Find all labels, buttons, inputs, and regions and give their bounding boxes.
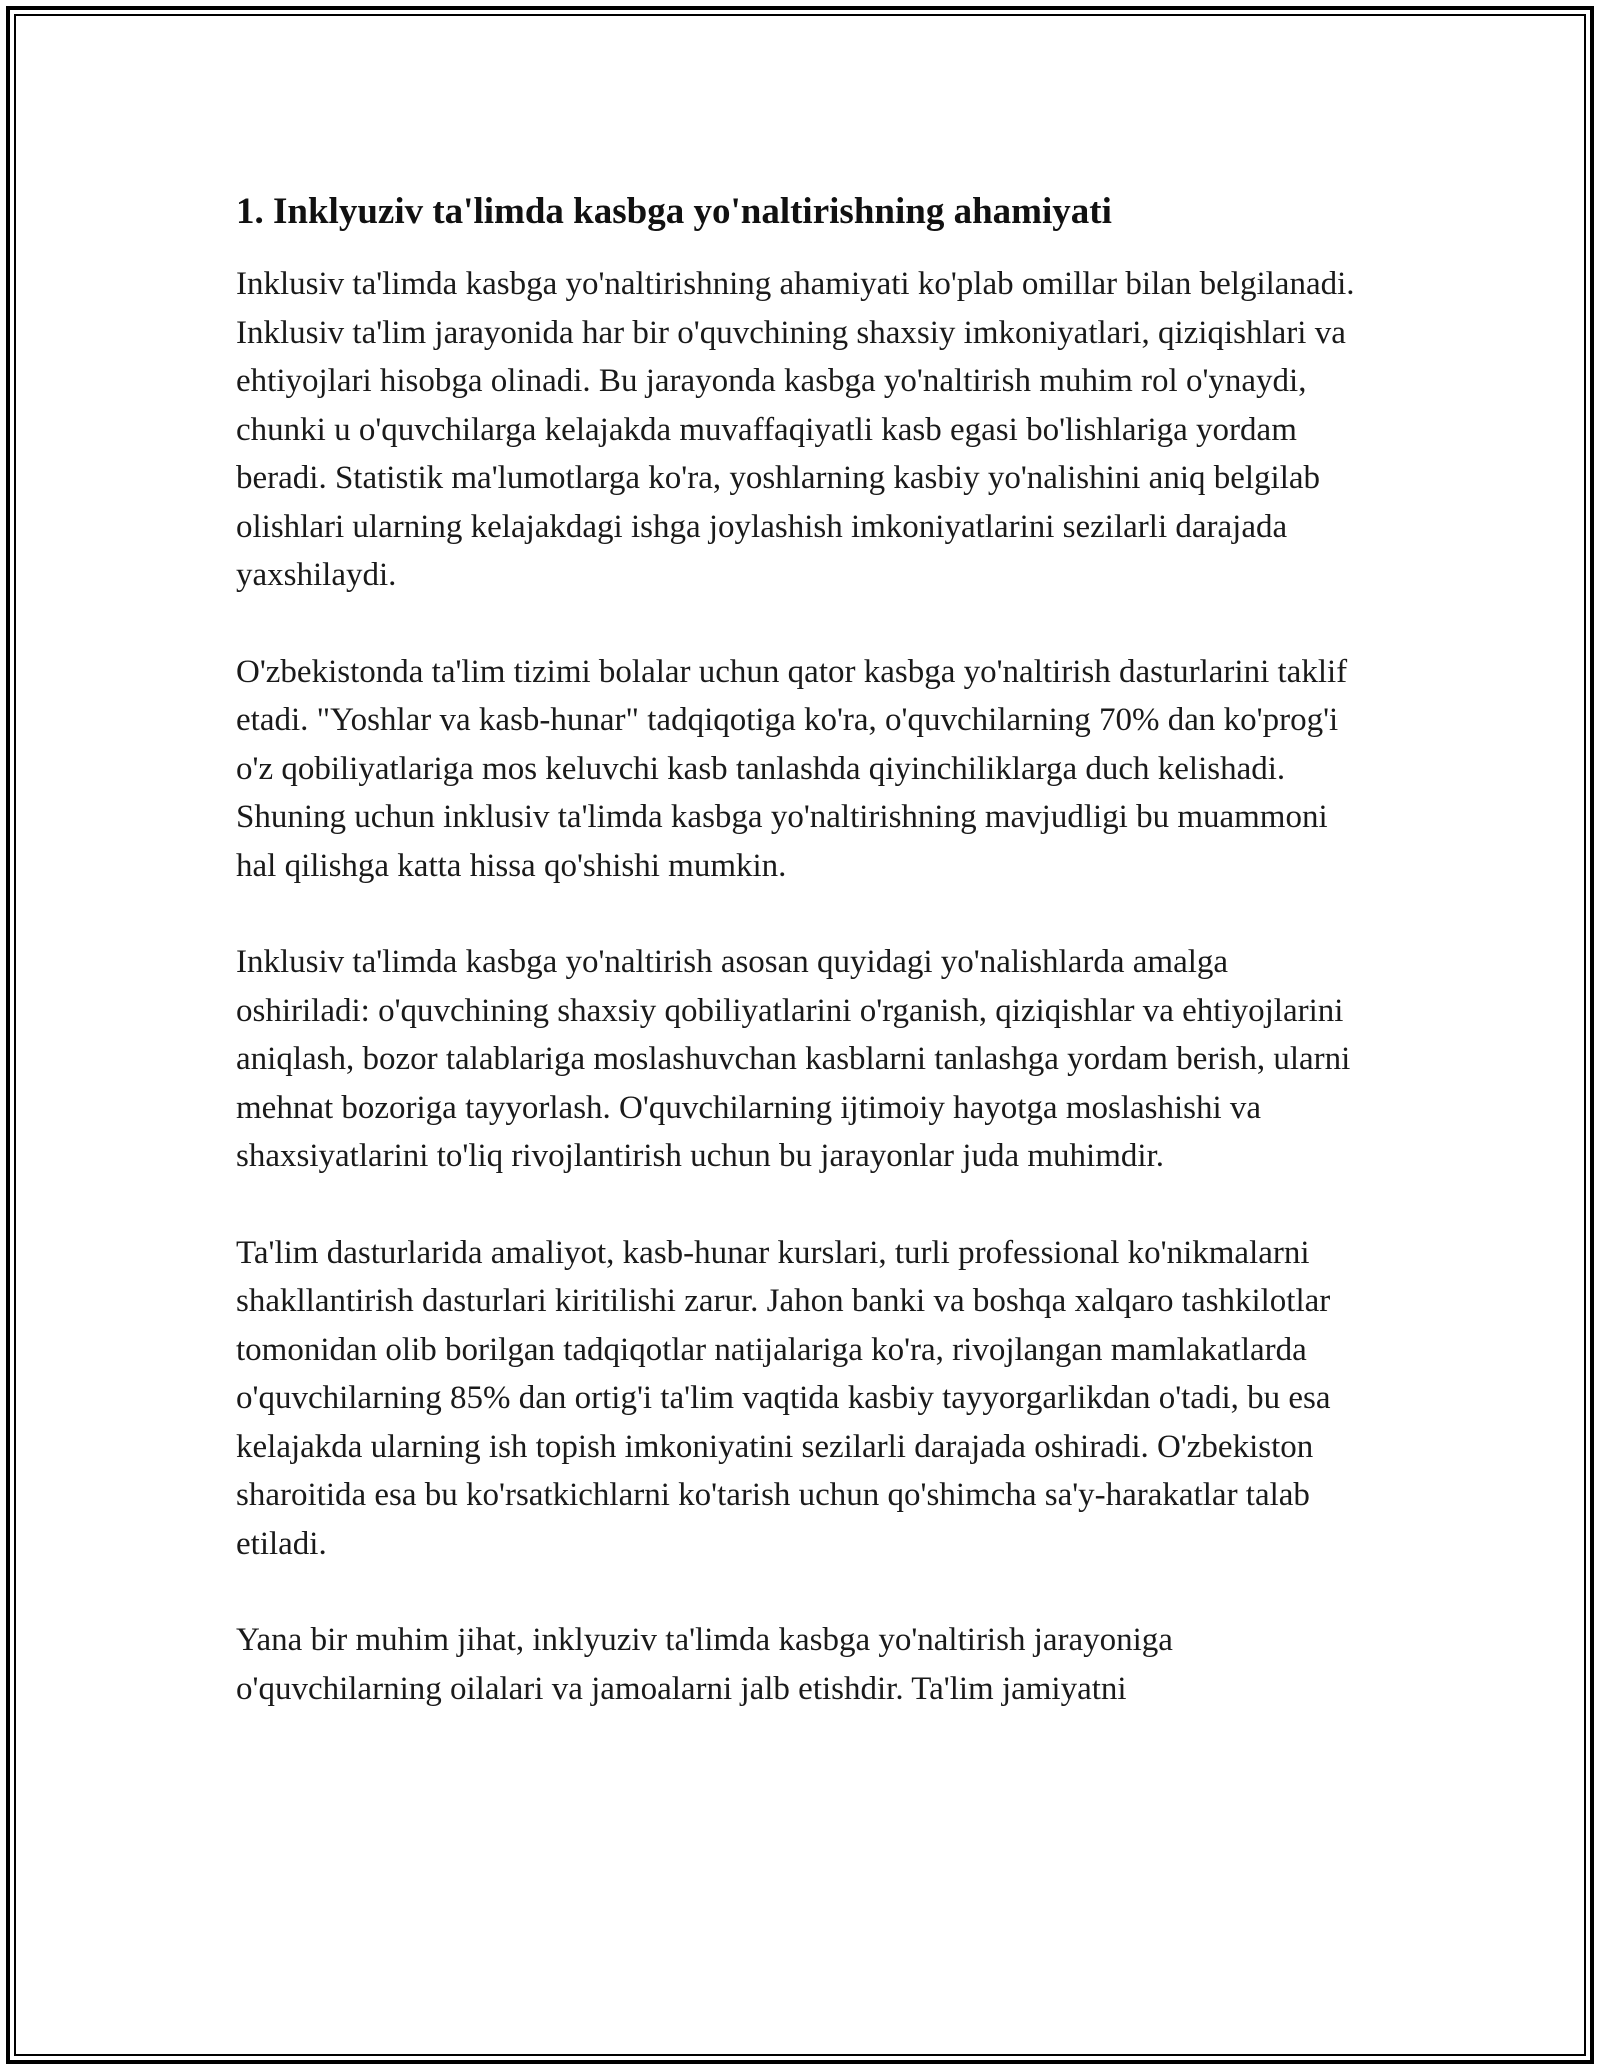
paragraph-5: Yana bir muhim jihat, inklyuziv ta'limda kasbga yo'naltirish jarayoniga o'quvchilarning oilalari va jamoalarni jalb etishdir. Ta'lim jamiyatni xyxy=(236,1622,1173,1707)
paragraph-3: Inklusiv ta'limda kasbga yo'naltirish asosan quyidagi yo'nalishlarda amalga oshiriladi: o'quvchining shaxsiy qobiliyatlarini o'rganish, qiziqishlar va ehtiyojlarini aniqlash, bozor talablariga moslashuvchan kasblarni tanlashga yordam berish, ularni mehnat bozoriga tayyorlash. O'quvchilarning ijtimoiy hayotga moslashishi va shaxsiyatlarini to'liq rivojlantirish uchun bu jarayonlar juda muhimdir. xyxy=(236,944,1351,1174)
paragraph-4: Ta'lim dasturlarida amaliyot, kasb-hunar kurslari, turli professional ko'nikmalarni shakllantirish dasturlari kiritilishi zarur. Jahon banki va boshqa xalqaro tashkilotlar tomonidan olib borilgan tadqiqotlar natijalariga ko'ra, rivojlangan mamlakatlarda o'quvchilarning 85% dan ortig'i ta'lim vaqtida kasbiy tayyorgarlikdan o'tadi, bu esa kelajakda ularning ish topish imkoniyatini sezilarli darajada oshiradi. O'zbekiston sharoitida esa bu ko'rsatkichlarni ko'tarish uchun qo'shimcha sa'y-harakatlar talab etiladi. xyxy=(236,1234,1331,1562)
section-heading: 1. Inklyuziv ta'limda kasbga yo'naltirishning ahamiyati xyxy=(236,191,1112,232)
paragraph-2: O'zbekistonda ta'lim tizimi bolalar uchun qator kasbga yo'naltirish dasturlarini taklif etadi. "Yoshlar va kasb-hunar" tadqiqotiga ko'ra, o'quvchilarning 70% dan ko'prog'i o'z qobiliyatlariga mos keluvchi kasb tanlashda qiyinchiliklarga duch kelishadi. Shuning uchun inklusiv ta'limda kasbga yo'naltirishning mavjudligi bu muammoni hal qilishga katta hissa qo'shishi mumkin. xyxy=(236,653,1348,884)
paragraph-1: Inklusiv ta'limda kasbga yo'naltirishning ahamiyati ko'plab omillar bilan belgilanadi. Inklusiv ta'lim jarayonida har bir o'quvchining shaxsiy imkoniyatlari, qiziqishlari va ehtiyojlari hisobga olinadi. Bu jarayonda kasbga yo'naltirish muhim rol o'ynaydi, chunki u o'quvchilarga kelajakda muvaffaqiyatli kasb egasi bo'lishlariga yordam beradi. Statistik ma'lumotlarga ko'ra, yoshlarning kasbiy yo'nalishini aniq belgilab olishlari ularning kelajakdagi ishga joylashish imkoniyatlarini sezilarli darajada yaxshilaydi. xyxy=(236,266,1355,593)
document-body xyxy=(236,186,1358,1761)
